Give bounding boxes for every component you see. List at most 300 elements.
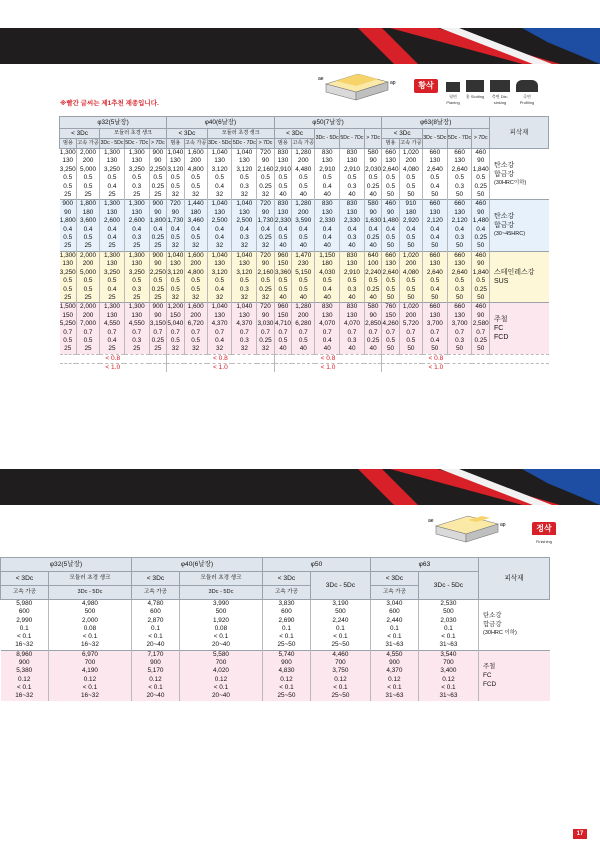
value-cell: 0.4 (315, 234, 340, 242)
value-cell: 0.7 (76, 329, 99, 337)
value-cell: 40 (292, 345, 315, 354)
finish-cutting-conditions-table (0, 557, 550, 701)
value-cell: 1,150 (315, 251, 340, 260)
value-cell: 5,380 (1, 667, 49, 675)
material-label: FC (494, 325, 504, 333)
value-cell: 2,500 (232, 217, 257, 225)
material-cell (479, 650, 550, 700)
data-row (1, 608, 550, 616)
value-cell: 500 (179, 608, 262, 616)
value-cell: 130 (315, 157, 340, 165)
value-cell: 32 (207, 345, 232, 354)
value-cell: 0.25 (472, 234, 490, 242)
value-cell: 830 (315, 149, 340, 158)
value-cell: 50 (422, 242, 447, 251)
subheader-5dc7dc: 5Dc - 7Dc (447, 129, 472, 149)
value-cell: 2,000 (48, 617, 131, 625)
value-cell: 50 (472, 191, 490, 200)
value-cell: 25~50 (263, 641, 311, 650)
value-cell: 25 (76, 191, 99, 200)
value-cell: 900 (149, 303, 166, 312)
value-cell: 2,120 (422, 217, 447, 225)
value-cell: 32 (167, 294, 184, 303)
value-cell: 50 (399, 345, 422, 354)
ae-label: ae (318, 76, 324, 82)
value-cell: 0.1 (310, 625, 370, 633)
value-cell: 31~63 (418, 641, 478, 650)
value-cell: 150 (60, 312, 77, 320)
value-cell: 2,600 (124, 217, 149, 225)
diameter-header: φ50(7날장) (274, 117, 382, 129)
value-cell: 40 (292, 191, 315, 200)
value-cell: 40 (340, 191, 365, 200)
value-cell: 3,400 (418, 667, 478, 675)
value-cell: 1,840 (472, 268, 489, 276)
value-cell: 830 (315, 303, 340, 312)
value-cell: 4,370 (207, 320, 232, 328)
data-row (60, 269, 549, 277)
data-row (60, 260, 549, 268)
value-cell: 600 (370, 608, 418, 616)
value-cell: 0.12 (418, 676, 478, 684)
value-cell: 0.4 (340, 226, 365, 234)
value-cell: 32 (184, 242, 207, 251)
value-cell: 2,530 (418, 600, 478, 609)
value-cell: 0.7 (167, 329, 184, 337)
value-cell: 130 (60, 260, 77, 268)
material-label: 합금강 (494, 222, 515, 230)
value-cell: 0.5 (399, 234, 422, 242)
value-cell: 40 (292, 294, 315, 303)
value-cell: 0.5 (422, 277, 447, 285)
value-cell: 0.5 (76, 277, 99, 285)
data-row (60, 277, 549, 285)
value-cell: 40 (292, 242, 315, 251)
value-cell: 50 (472, 242, 490, 251)
subheader-gt7dc: > 7Dc (472, 129, 490, 149)
value-cell: 0.5 (399, 286, 422, 294)
value-cell: 90 (364, 209, 381, 217)
value-cell: 0.5 (232, 174, 257, 182)
value-cell: 2,330 (340, 217, 365, 225)
value-cell: 900 (149, 200, 166, 209)
value-cell: 0.7 (274, 329, 291, 337)
value-cell: 0.5 (232, 277, 257, 285)
value-cell: 0.5 (60, 183, 77, 191)
value-cell: 90 (257, 209, 274, 217)
value-cell: 100 (364, 260, 381, 268)
value-cell: 1,800 (149, 217, 166, 225)
value-cell: 2,640 (447, 166, 472, 174)
value-cell: 2,910 (274, 165, 291, 173)
value-cell: 0.5 (472, 174, 490, 182)
value-cell: 4,550 (100, 320, 125, 328)
value-cell: 150 (274, 260, 291, 268)
value-cell: 50 (447, 345, 472, 354)
material-label: 합금강 (483, 621, 502, 629)
value-cell: 90 (472, 157, 490, 165)
value-cell: 130 (124, 209, 149, 217)
value-cell: 2,240 (365, 268, 382, 276)
value-cell: 90 (257, 260, 274, 268)
value-cell: 0.1 (132, 625, 180, 633)
value-cell: 3,700 (422, 320, 447, 328)
tolerance-cell: < 1.0 (274, 363, 382, 372)
value-cell: 0.7 (149, 329, 166, 337)
finish-badge (532, 522, 556, 542)
value-cell: 3,750 (310, 667, 370, 675)
value-cell: 2,640 (422, 166, 447, 174)
data-row (60, 166, 549, 174)
value-cell: 50 (382, 345, 399, 354)
value-cell: < 0.1 (263, 684, 311, 692)
value-cell: 0.12 (1, 676, 49, 684)
value-cell: 25 (100, 294, 125, 303)
value-cell: 90 (149, 312, 166, 320)
value-cell: 1,730 (257, 217, 274, 225)
value-cell: 1,040 (207, 303, 232, 312)
value-cell: 0.5 (274, 337, 291, 345)
value-cell: 2,910 (315, 166, 340, 174)
value-cell: 20~40 (179, 692, 262, 700)
value-cell: 130 (422, 157, 447, 165)
value-cell: 32 (232, 242, 257, 251)
value-cell: 25 (76, 242, 99, 251)
value-cell: 50 (422, 345, 447, 354)
value-cell: 1,800 (76, 200, 99, 209)
data-row (1, 659, 550, 667)
value-cell: 50 (447, 242, 472, 251)
value-cell: 0.3 (232, 286, 257, 294)
value-cell: 90 (167, 209, 184, 217)
value-cell: 660 (382, 149, 399, 158)
value-cell: 1,920 (179, 617, 262, 625)
subheader-3dc5dc: 3Dc - 5Dc (422, 129, 447, 149)
page-number: 17 (573, 829, 587, 839)
diameter-header: φ32(5날장) (60, 117, 167, 129)
value-cell: 130 (447, 312, 472, 320)
value-cell: 0.4 (207, 226, 232, 234)
value-cell: 50 (472, 345, 490, 354)
value-cell: 2,640 (382, 165, 399, 173)
value-cell: 1,800 (59, 217, 76, 225)
value-cell: 1,300 (124, 149, 149, 158)
data-row (60, 345, 549, 354)
value-cell: 3,830 (263, 600, 311, 609)
value-cell: 660 (447, 303, 472, 312)
value-cell: 0.4 (422, 226, 447, 234)
value-cell: 0.4 (184, 226, 207, 234)
value-cell: 900 (1, 659, 49, 667)
value-cell: 130 (232, 209, 257, 217)
value-cell: 0.7 (399, 329, 422, 337)
value-cell: 0.3 (232, 234, 257, 242)
value-cell: 0.5 (382, 277, 399, 285)
value-cell: 2,030 (418, 617, 478, 625)
value-cell: 830 (340, 200, 365, 209)
value-cell: 0.5 (76, 286, 99, 294)
value-cell: 0.3 (447, 337, 472, 345)
value-cell: 0.5 (399, 174, 422, 182)
value-cell: 0.08 (48, 625, 131, 633)
value-cell: 2,000 (76, 149, 99, 158)
value-cell: 0.3 (124, 234, 149, 242)
value-cell: 0.12 (48, 676, 131, 684)
value-cell: 3,540 (418, 650, 478, 659)
tolerance-cell: < 1.0 (167, 363, 275, 372)
value-cell: 5,170 (132, 667, 180, 675)
value-cell: 4,020 (179, 667, 262, 675)
value-cell: 1,630 (365, 217, 382, 225)
value-cell: 0.4 (472, 226, 490, 234)
value-cell: 0.5 (100, 174, 125, 182)
material-label: (30HRC 이하) (483, 630, 517, 637)
value-cell: 25 (149, 294, 166, 303)
value-cell: < 0.1 (418, 684, 478, 692)
value-cell: 2,160 (257, 165, 274, 173)
value-cell: 130 (100, 209, 125, 217)
value-cell: 1,300 (124, 251, 149, 260)
value-cell: 5,740 (263, 650, 311, 659)
value-cell: 7,000 (76, 320, 99, 328)
value-cell: 2,000 (76, 303, 99, 312)
value-cell: 2,240 (310, 617, 370, 625)
value-cell: 25 (60, 191, 77, 200)
value-cell: 25 (124, 191, 149, 200)
value-cell: 31~63 (418, 692, 478, 700)
value-cell: 0.5 (382, 286, 399, 294)
value-cell: 0.5 (274, 277, 291, 285)
value-cell: 32 (167, 345, 184, 354)
value-cell: 600 (132, 608, 180, 616)
planing-icon (446, 82, 460, 92)
value-cell: 0.5 (149, 174, 166, 182)
value-cell: 0.4 (100, 286, 125, 294)
tolerance-cell: < 1.0 (382, 363, 490, 372)
value-cell: 0.5 (167, 174, 184, 182)
value-cell: 25 (149, 242, 166, 251)
material-label: 주철 (494, 316, 508, 324)
data-row (1, 625, 550, 633)
value-cell: 200 (399, 157, 422, 165)
value-cell: < 0.1 (179, 684, 262, 692)
value-cell: 25 (124, 345, 149, 354)
value-cell: 0.5 (184, 286, 207, 294)
value-cell: 0.4 (292, 226, 315, 234)
value-cell: 0.5 (292, 286, 315, 294)
workpiece-rough-illustration (318, 70, 398, 104)
value-cell: < 0.1 (179, 633, 262, 641)
value-cell: 4,070 (315, 320, 340, 328)
value-cell: 0.4 (207, 234, 232, 242)
value-cell: 2,120 (447, 217, 472, 225)
subheader-lt3dc: < 3Dc (132, 572, 180, 586)
value-cell: 4,800 (184, 166, 207, 174)
value-cell: 0.5 (184, 277, 207, 285)
value-cell: 0.4 (447, 226, 472, 234)
value-cell: 130 (340, 209, 365, 217)
value-cell: 130 (60, 157, 77, 165)
tolerance-cell: < 0.8 (167, 354, 275, 363)
value-cell: 0.4 (382, 226, 399, 234)
value-cell: 0.5 (274, 174, 291, 182)
material-label: (30HRC이하) (494, 179, 527, 186)
diameter-header: φ32(5날장) (1, 558, 132, 572)
value-cell: 720 (257, 149, 274, 158)
material-label: 탄소강 (483, 612, 502, 620)
value-cell: 0.7 (60, 329, 77, 337)
material-label: FCD (483, 681, 497, 689)
tolerance-cell: < 0.8 (274, 354, 382, 363)
value-cell: 3,040 (370, 600, 418, 609)
value-cell: 2,500 (207, 217, 232, 225)
value-cell: 830 (340, 303, 365, 312)
value-cell: 4,080 (399, 166, 422, 174)
value-cell: 0.5 (76, 183, 99, 191)
value-cell: 3,150 (149, 320, 166, 328)
value-cell: 6,280 (292, 320, 315, 328)
data-row (60, 200, 549, 209)
value-cell: 5,000 (76, 166, 99, 174)
value-cell: 90 (472, 312, 490, 320)
value-cell: 3,120 (232, 269, 257, 277)
value-cell: 1,020 (399, 149, 422, 158)
value-cell: 0.5 (382, 234, 399, 242)
value-cell: 40 (315, 191, 340, 200)
value-cell: 150 (382, 312, 399, 320)
profiling-icon (516, 80, 538, 92)
value-cell: 32 (257, 191, 274, 200)
value-cell: 2,850 (365, 320, 382, 328)
material-label: SUS (494, 278, 509, 286)
value-cell: 5,040 (167, 320, 184, 328)
data-row (1, 676, 550, 684)
value-cell: 660 (422, 200, 447, 209)
value-cell: 130 (447, 209, 472, 217)
value-cell: 200 (292, 209, 315, 217)
subheader-lt3dc: < 3Dc (167, 129, 208, 139)
value-cell: 130 (124, 312, 149, 320)
data-row (1, 633, 550, 641)
value-cell: 0.12 (370, 676, 418, 684)
value-cell: 200 (292, 157, 315, 165)
value-cell: 90 (149, 209, 166, 217)
value-cell: 900 (60, 200, 77, 209)
die-sinking-icon (490, 80, 510, 92)
value-cell: 50 (447, 294, 472, 303)
value-cell: 0.4 (232, 226, 257, 234)
material-label: (30~45HRC) (494, 231, 526, 238)
value-cell: 0.25 (149, 337, 166, 345)
value-cell: 0.25 (472, 286, 490, 294)
diameter-header: φ40(6날장) (132, 558, 263, 572)
data-row (60, 242, 549, 251)
data-row (60, 286, 549, 294)
value-cell: 0.4 (207, 337, 232, 345)
value-cell: 130 (382, 157, 399, 165)
value-cell: 5,720 (399, 320, 422, 328)
value-cell: < 0.1 (310, 684, 370, 692)
value-cell: 0.3 (447, 183, 472, 191)
value-cell: 180 (399, 209, 422, 217)
value-cell: 0.4 (315, 337, 340, 345)
value-cell: 130 (274, 209, 291, 217)
value-cell: 25 (149, 345, 166, 354)
value-cell: 0.25 (472, 183, 490, 191)
value-cell: 0.5 (124, 277, 149, 285)
value-cell: 0.25 (257, 234, 274, 242)
value-cell: 7,170 (132, 650, 180, 659)
value-cell: 2,330 (315, 217, 340, 225)
data-row (60, 226, 549, 234)
value-cell: 3,120 (232, 166, 257, 174)
value-cell: 25 (100, 242, 125, 251)
value-cell: 1,300 (59, 149, 76, 156)
value-cell: 25~50 (310, 641, 370, 650)
value-cell: 25 (76, 294, 99, 303)
value-cell: 130 (167, 260, 184, 268)
value-cell: 720 (257, 251, 274, 260)
value-cell: 180 (184, 209, 207, 217)
value-cell: 20~40 (132, 641, 180, 650)
material-header: 피삭재 (479, 558, 550, 600)
value-cell: 0.5 (292, 277, 315, 285)
value-cell: 1,300 (124, 303, 149, 312)
banner-red-stripe (358, 469, 418, 505)
machining-type-label: 측면 Die-sinking (491, 94, 509, 105)
value-cell: 40 (274, 242, 291, 251)
value-cell: 960 (274, 251, 291, 260)
header-row (60, 117, 549, 129)
value-cell: 0.4 (422, 337, 447, 345)
value-cell: 0.5 (422, 174, 447, 182)
value-cell: 700 (48, 659, 131, 667)
value-cell: 460 (382, 200, 399, 209)
value-cell: 0.7 (382, 329, 399, 337)
subheader-3dc5dc: 3Dc - 5Dc (48, 586, 131, 600)
value-cell: 2,990 (1, 617, 49, 625)
value-cell: 0.5 (60, 174, 77, 182)
value-cell: 4,550 (124, 320, 149, 328)
value-cell: 50 (472, 294, 490, 303)
value-cell: 830 (340, 149, 365, 158)
value-cell: 0.1 (1, 625, 49, 633)
diameter-header: φ63 (370, 558, 478, 572)
value-cell: 50 (447, 191, 472, 200)
value-cell: 4,980 (48, 600, 131, 609)
value-cell: 20~40 (132, 692, 180, 700)
value-cell: 3,250 (59, 165, 76, 173)
value-cell: 3,120 (207, 166, 232, 174)
value-cell: < 0.1 (1, 684, 49, 692)
value-cell: 0.3 (340, 234, 365, 242)
machining-type-label: 평면 Planing (446, 94, 460, 105)
value-cell: 0.4 (100, 226, 125, 234)
value-cell: 3,460 (184, 217, 207, 225)
value-cell: 0.4 (399, 226, 422, 234)
value-cell: 25 (100, 191, 125, 200)
data-row (60, 234, 549, 242)
subheader-high-speed: 고속 가공 (263, 586, 311, 600)
material-cell (490, 149, 549, 200)
value-cell: 0.5 (167, 277, 184, 285)
value-cell: 90 (472, 209, 490, 217)
value-cell: 3,030 (257, 320, 274, 328)
value-cell: 90 (472, 260, 490, 268)
value-cell: 32 (184, 294, 207, 303)
value-cell: 0.5 (184, 183, 207, 191)
empty-cell (490, 354, 549, 363)
